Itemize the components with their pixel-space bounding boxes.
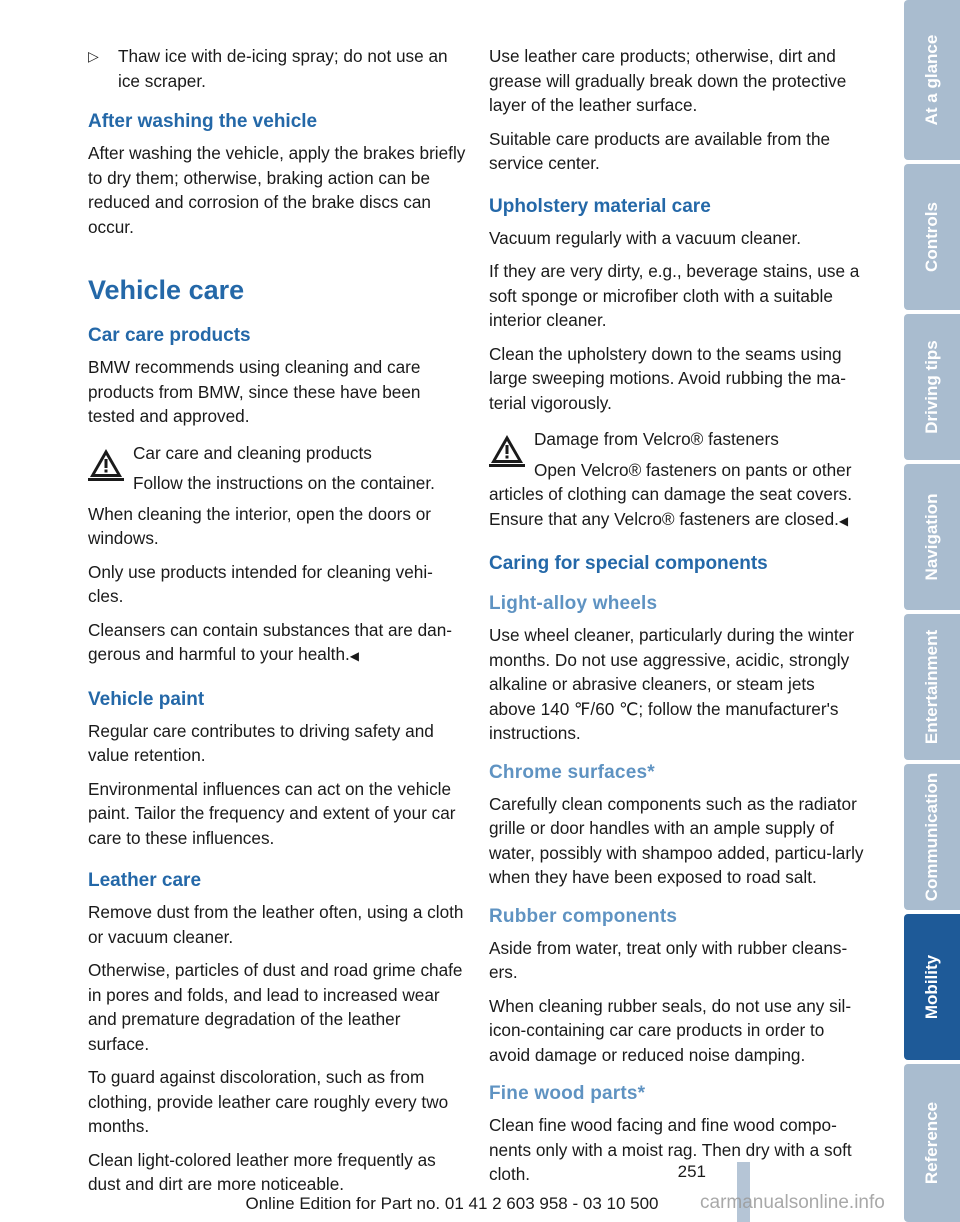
tab-mobility[interactable] [904,914,960,1060]
paragraph: Use leather care products; otherwise, dirt and grease will gradually break down the protective layer of the leather surface. [489,46,847,115]
paragraph: Only use products intended for cleaning vehi-cles. [88,561,433,606]
paragraph: Clean the upholstery down to the seams using large sweeping motions. Avoid rubbing the ma-terial vigorously. [489,343,847,413]
section-heading: Caring for special components [489,553,768,574]
paragraph: Aside from water, treat only with rubber cleans-ers. [489,937,848,982]
tab-label: Communication [922,772,941,902]
section-heading: Leather care [88,870,202,891]
tab-label: Reference [922,1101,941,1185]
warning-triangle-icon [88,447,124,481]
section-heading: After washing the vehicle [88,111,318,132]
paragraph: Environmental influences can act on the vehicle paint. Tailor the frequency and extent of your car care to these influences. [88,778,456,848]
right-column [489,44,865,1196]
end-mark-icon: ◀ [838,513,849,528]
tab-driving-tips[interactable] [904,314,960,460]
edition-footer: Online Edition for Part no. 01 41 2 603 958 - 03 10 500 [245,1194,659,1213]
paragraph [88,618,466,669]
tab-label: Entertainment [922,629,941,745]
warning-note [88,441,466,496]
section-heading: Upholstery material care [489,195,711,217]
subsection-heading: Light-alloy wheels [489,593,658,614]
subsection-heading: Rubber components [489,905,678,927]
paragraph: Remove dust from the leather often, using a cloth or vacuum cleaner. [88,902,464,947]
paragraph: Clean light-colored leather more frequently as dust and dirt are more noticeable. [88,1149,436,1194]
tab-label: At a glance [922,34,941,126]
warning-title: Damage from Velcro® fasteners [534,429,779,449]
section-heading: Car care products [88,325,251,346]
triangle-right-icon: ▷ [88,48,99,64]
paragraph: Use wheel cleaner, particularly during the winter months. Do not use aggressive, acidic, strongly alkaline or abrasive cleaners, or steam jets above 140 ℉/60 ℃; follow the manufacturer's instructions. [489,625,854,743]
tab-label: Mobility [922,954,941,1020]
tab-navigation[interactable] [904,464,960,610]
paragraph: To guard against discoloration, such as from clothing, provide leather care roughly every two months. [88,1067,449,1136]
paragraph: If they are very dirty, e.g., beverage stains, use a soft sponge or microfiber cloth with a suitable interior cleaner. [489,261,860,330]
left-column [88,44,466,1206]
tab-label: Controls [922,202,941,272]
end-mark-icon: ◀ [349,649,360,663]
section-heading: Vehicle paint [88,688,205,710]
paragraph: Vacuum regularly with a vacuum cleaner. [489,227,802,248]
tab-entertainment[interactable] [904,614,960,760]
list-item [88,44,466,93]
paragraph: Regular care contributes to driving safety and value retention. [88,720,434,765]
warning-title: Car care and cleaning products [133,442,372,463]
paragraph: Carefully clean components such as the radiator grille or door handles with an ample supply of water, possibly with shampoo added, particu-larly when they have been exposed to road salt. [489,793,864,887]
warning-body-text: Open Velcro® fasteners on pants or other articles of clothing can damage the seat covers. Ensure that any Velcro® fasteners are closed. [489,459,853,529]
paragraph: When cleaning rubber seals, do not use any sil-icon-containing car care products in order to avoid damage or reduced noise damping. [489,995,852,1065]
paragraph-text: Cleansers can contain substances that are dan-gerous and harmful to your health. [88,619,453,664]
warning-body [489,458,865,534]
tab-label: Navigation [922,493,941,581]
watermark: carmanualsonline.info [700,1192,885,1213]
tab-label: Driving tips [922,340,941,434]
chapter-tabs [904,0,960,1222]
tab-communication[interactable] [904,764,960,910]
warning-body: Follow the instructions on the container. [133,473,435,493]
paragraph: Otherwise, particles of dust and road grime chafe in pores and folds, and lead to increased wear and premature degradation of the leather surface. [88,960,463,1054]
page-number: 251 [677,1162,706,1181]
tab-reference[interactable] [904,1064,960,1222]
paragraph: Clean fine wood facing and fine wood compo-nents only with a moist rag. Then dry with a soft cloth. [489,1115,852,1184]
paragraph: When cleaning the interior, open the doors or windows. [88,503,432,548]
bullet-text: Thaw ice with de-icing spray; do not use an ice scraper. [118,46,448,91]
tab-at-a-glance[interactable] [904,0,960,160]
tab-controls[interactable] [904,164,960,310]
warning-triangle-icon [489,433,525,467]
paragraph: After washing the vehicle, apply the brakes briefly to dry them; otherwise, braking action can be reduced and corrosion of the brake discs can occur. [88,143,466,237]
warning-note [489,427,865,533]
subsection-heading: Chrome surfaces* [489,761,655,783]
paragraph: BMW recommends using cleaning and care products from BMW, since these have been tested and approved. [88,357,421,426]
paragraph: Suitable care products are available from the service center. [489,128,831,173]
chapter-title: Vehicle care [88,275,245,305]
subsection-heading: Fine wood parts* [489,1083,646,1104]
